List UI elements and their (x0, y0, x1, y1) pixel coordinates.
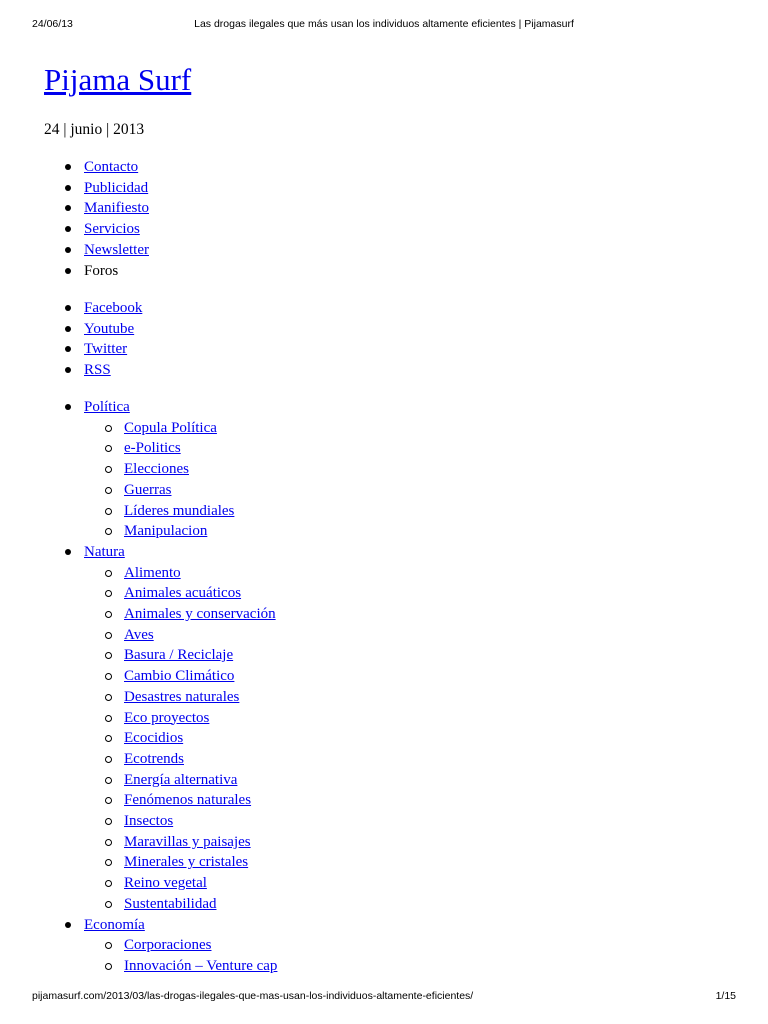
social-menu (64, 298, 142, 381)
subcategory-link-cambio-climatico[interactable]: Cambio Climático (124, 668, 235, 685)
subcategory-link-innovacion-venture-cap[interactable]: Innovación – Venture cap (124, 957, 278, 974)
subcategory-item (84, 501, 277, 522)
category-natura (64, 542, 277, 915)
print-page-number: 1/15 (715, 990, 736, 1002)
nav-item-publicidad (64, 178, 149, 199)
subcategory-item (84, 956, 277, 977)
subcategory-item (84, 770, 277, 791)
subcategory-link-ecocidios[interactable]: Ecocidios (124, 730, 184, 747)
category-menu (64, 397, 277, 977)
site-title-link[interactable]: Pijama Surf (44, 62, 192, 97)
subcategory-item (84, 873, 277, 894)
nav-item-servicios (64, 219, 149, 240)
nav-link-newsletter[interactable]: Newsletter (84, 241, 149, 258)
subcategory-item (84, 563, 277, 584)
subcategory-link-basura-reciclaje[interactable]: Basura / Reciclaje (124, 647, 234, 664)
subcategory-link-manipulacion[interactable]: Manipulacion (124, 523, 208, 540)
subcategory-item (84, 418, 277, 439)
subcategory-link-elecciones[interactable]: Elecciones (124, 461, 189, 478)
social-item-twitter (64, 339, 142, 360)
nav-link-manifiesto[interactable]: Manifiesto (84, 200, 149, 217)
print-header (0, 18, 768, 34)
subcategory-list-natura (84, 563, 277, 915)
subcategory-link-minerales-cristales[interactable]: Minerales y cristales (124, 854, 249, 871)
subcategory-item (84, 666, 277, 687)
subcategory-link-sustentabilidad[interactable]: Sustentabilidad (124, 895, 217, 912)
subcategory-link-ecotrends[interactable]: Ecotrends (124, 750, 184, 767)
subcategory-item (84, 459, 277, 480)
category-link-natura[interactable]: Natura (84, 543, 125, 560)
category-link-economia[interactable]: Economía (84, 916, 145, 933)
subcategory-item (84, 811, 277, 832)
subcategory-link-desastres-naturales[interactable]: Desastres naturales (124, 688, 240, 705)
subcategory-list-politica (84, 418, 277, 542)
subcategory-item (84, 728, 277, 749)
social-link-youtube[interactable]: Youtube (84, 320, 135, 337)
subcategory-link-alimento[interactable]: Alimento (124, 564, 181, 581)
subcategory-link-copula-politica[interactable]: Copula Política (124, 419, 217, 436)
subcategory-link-eco-proyectos[interactable]: Eco proyectos (124, 709, 210, 726)
social-link-twitter[interactable]: Twitter (84, 341, 128, 358)
subcategory-item (84, 749, 277, 770)
nav-item-contacto (64, 157, 149, 178)
subcategory-link-fenomenos-naturales[interactable]: Fenómenos naturales (124, 792, 252, 809)
nav-link-contacto[interactable]: Contacto (84, 159, 139, 175)
subcategory-link-insectos[interactable]: Insectos (124, 813, 174, 830)
subcategory-item (84, 708, 277, 729)
social-link-rss[interactable]: RSS (84, 362, 111, 379)
nav-menu (64, 157, 149, 281)
subcategory-link-guerras[interactable]: Guerras (124, 481, 172, 498)
social-item-facebook (64, 298, 142, 319)
social-item-rss (64, 360, 142, 381)
print-page-title: Las drogas ilegales que más usan los individuos altamente eficientes | Pijamasurf (194, 18, 574, 30)
subcategory-item (84, 604, 277, 625)
subcategory-item (84, 625, 277, 646)
print-url: pijamasurf.com/2013/03/las-drogas-ilegales-que-mas-usan-los-individuos-altamente-eficientes/ (32, 990, 474, 1002)
nav-text-foros: Foros (84, 262, 119, 279)
print-date: 24/06/13 (32, 18, 73, 30)
site-title (44, 58, 191, 102)
subcategory-item (84, 521, 277, 542)
nav-link-publicidad[interactable]: Publicidad (84, 179, 149, 196)
site-date: 24 | junio | 2013 (44, 121, 145, 138)
subcategory-link-lideres-mundiales[interactable]: Líderes mundiales (124, 502, 235, 519)
nav-item-newsletter (64, 240, 149, 261)
subcategory-link-animales-conservacion[interactable]: Animales y conservación (124, 606, 276, 623)
subcategory-item (84, 480, 277, 501)
print-footer (0, 990, 768, 1006)
subcategory-item (84, 935, 277, 956)
subcategory-item (84, 852, 277, 873)
subcategory-item (84, 832, 277, 853)
social-item-youtube (64, 319, 142, 340)
subcategory-link-reino-vegetal[interactable]: Reino vegetal (124, 875, 207, 892)
category-economia (64, 915, 277, 977)
subcategory-item (84, 894, 277, 915)
subcategory-link-energia-alternativa[interactable]: Energía alternativa (124, 771, 238, 788)
subcategory-item (84, 583, 277, 604)
nav-link-servicios[interactable]: Servicios (84, 221, 140, 238)
subcategory-link-animales-acuaticos[interactable]: Animales acuáticos (124, 585, 242, 602)
subcategory-item (84, 438, 277, 459)
social-link-facebook[interactable]: Facebook (84, 300, 143, 316)
nav-item-foros (64, 261, 149, 282)
subcategory-link-maravillas-paisajes[interactable]: Maravillas y paisajes (124, 833, 251, 850)
subcategory-item (84, 645, 277, 666)
subcategory-list-economia (84, 935, 277, 976)
subcategory-item (84, 687, 277, 708)
subcategory-link-corporaciones[interactable]: Corporaciones (124, 937, 212, 954)
category-politica (64, 397, 277, 542)
category-link-politica[interactable]: Política (84, 399, 130, 415)
nav-item-manifiesto (64, 198, 149, 219)
subcategory-link-aves[interactable]: Aves (124, 626, 154, 643)
subcategory-link-e-politics[interactable]: e-Politics (124, 440, 181, 457)
subcategory-item (84, 790, 277, 811)
